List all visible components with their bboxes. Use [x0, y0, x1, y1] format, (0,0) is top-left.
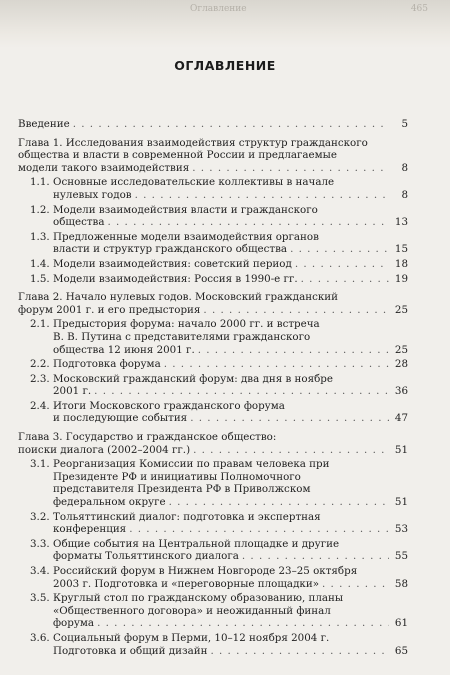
entry-title-line: модели такого взаимодействия	[18, 161, 190, 174]
toc-section-entry	[18, 231, 408, 256]
page-number: 28	[394, 358, 408, 371]
dot-leader	[193, 444, 389, 457]
entry-title-line: поиски диалога (2002–2004 гг.)	[18, 443, 191, 456]
entry-title-line: форум 2001 г. и его предыстория	[18, 303, 201, 316]
entry-title-line: конференция	[53, 523, 127, 536]
dot-leader	[290, 243, 389, 256]
entry-title-line: Президенте РФ и инициативы Полномочного	[53, 470, 301, 483]
section-number: 3.6.	[30, 631, 50, 644]
entry-title-line: Модели взаимодействия власти и гражданского	[53, 203, 318, 216]
entry-title-line: власти и структур гражданского общества	[53, 243, 288, 256]
dot-leader	[322, 578, 389, 591]
section-number: 3.1.	[30, 458, 50, 471]
entry-title-line: форума	[53, 617, 95, 630]
entry-title-line: 2001 г.	[53, 385, 92, 398]
entry-title-line: Предыстория форума: начало 2000 гг. и встреча	[53, 318, 320, 331]
toc-section-entry	[18, 318, 408, 356]
section-number: 2.4.	[30, 399, 50, 412]
entry-title-line: Подготовка форума	[53, 358, 161, 371]
previous-page-bleed	[0, 0, 450, 48]
entry-title-line: общества 12 июня 2001 г.	[53, 343, 195, 356]
toc-section-entry	[18, 358, 408, 371]
dot-leader	[94, 385, 389, 398]
section-number: 2.1.	[30, 318, 50, 331]
section-number: 3.2.	[30, 510, 50, 523]
toc-chapter-entry	[18, 137, 408, 175]
page-number: 65	[394, 644, 408, 657]
entry-title-line: Предложенные модели взаимодействия органов	[53, 230, 319, 243]
entry-title-line: «Общественного договора» и неожиданный финал	[53, 604, 331, 617]
page-number: 58	[394, 577, 408, 590]
entry-title-line: Глава 3. Государство и гражданское общество:	[18, 431, 277, 444]
section-number: 1.2.	[30, 203, 50, 216]
dot-leader	[198, 344, 389, 357]
toc-section-entry	[18, 592, 408, 630]
entry-title-line: Социальный форум в Перми, 10–12 ноября 2004 г.	[53, 631, 330, 644]
toc-section-entry	[18, 511, 408, 536]
toc-chapter-entry	[18, 291, 408, 316]
toc-title: ОГЛАВЛЕНИЕ	[174, 58, 276, 73]
entry-title-line: федеральном округе	[53, 496, 166, 509]
entry-title-line: Глава 1. Исследования взаимодействия структур гражданского	[18, 136, 368, 149]
page-number: 8	[401, 188, 408, 201]
toc-intro-entry	[18, 118, 408, 131]
entry-title-line: нулевых годов	[53, 188, 132, 201]
dot-leader	[129, 523, 389, 536]
page-number: 5	[401, 118, 408, 130]
entry-title-line: Модели взаимодействия: Россия в 1990-е гг.	[53, 272, 298, 285]
entry-title-line: общества и власти в современной России и предлагаемые	[18, 149, 337, 162]
dot-leader	[192, 162, 389, 175]
entry-title-line: и последующие события	[53, 412, 188, 425]
entry-title-line: Модели взаимодействия: советский период	[53, 257, 292, 270]
bleed-page-number: 465	[410, 4, 428, 14]
dot-leader	[210, 645, 389, 658]
toc-section-entry	[18, 565, 408, 590]
dot-leader	[73, 118, 389, 131]
page-number: 18	[394, 257, 408, 270]
toc-section-entry	[18, 176, 408, 201]
page-number: 51	[394, 443, 408, 456]
page-number: 47	[394, 412, 408, 425]
section-number: 3.4.	[30, 565, 50, 577]
toc-section-entry	[18, 632, 408, 657]
entry-title-line: 2003 г. Подготовка и «переговорные площадки»	[53, 577, 320, 590]
entry-title-line: представителя Президента РФ в Приволжском	[53, 483, 311, 496]
table-of-contents	[18, 118, 408, 657]
page-number: 25	[394, 303, 408, 316]
section-number: 1.1.	[30, 176, 50, 189]
page-number: 8	[401, 161, 408, 174]
entry-title-line: Подготовка и общий дизайн	[53, 644, 208, 657]
section-number: 3.5.	[30, 592, 50, 605]
entry-title-line: Российский форум в Нижнем Новгороде 23–25 октября	[53, 565, 358, 577]
toc-section-entry	[18, 400, 408, 425]
toc-section-entry	[18, 204, 408, 229]
section-number: 2.3.	[30, 372, 50, 385]
dot-leader	[301, 273, 389, 286]
toc-section-entry	[18, 373, 408, 398]
page-number: 61	[394, 617, 408, 630]
entry-title-line: В. В. Путина с представителями гражданского	[53, 330, 311, 343]
toc-section-entry	[18, 258, 408, 271]
entry-title-line: Глава 2. Начало нулевых годов. Московский гражданский	[18, 291, 338, 304]
toc-section-entry	[18, 273, 408, 286]
entry-title-line: общества	[53, 216, 105, 229]
section-number: 1.3.	[30, 230, 50, 243]
dot-leader	[190, 412, 389, 425]
page-number: 15	[394, 243, 408, 256]
dot-leader	[107, 216, 389, 229]
entry-title-line: Общие события на Центральной площадке и другие	[53, 537, 340, 550]
entry-title-line: Введение	[18, 118, 70, 130]
page-number: 13	[394, 216, 408, 229]
entry-title-line: Московский гражданский форум: два дня в ноябре	[53, 372, 333, 385]
section-number: 2.2.	[30, 358, 50, 371]
page-number: 19	[394, 272, 408, 285]
toc-chapter-entry	[18, 431, 408, 456]
toc-section-entry	[18, 458, 408, 508]
entry-title-line: форматы Тольяттинского диалога	[53, 550, 239, 563]
dot-leader	[164, 358, 389, 371]
dot-leader	[295, 258, 389, 271]
entry-title-line: Круглый стол по гражданскому образованию, планы	[53, 592, 344, 605]
section-number: 1.5.	[30, 272, 50, 285]
page-number: 25	[394, 343, 408, 356]
dot-leader	[169, 496, 389, 509]
dot-leader	[97, 617, 389, 630]
page-number: 36	[394, 385, 408, 398]
entry-title-line: Тольяттинский диалог: подготовка и экспертная	[53, 510, 321, 523]
toc-section-entry	[18, 538, 408, 563]
bleed-running-head: Оглавление	[190, 4, 247, 14]
page-number: 55	[394, 550, 408, 563]
section-number: 1.4.	[30, 257, 50, 270]
entry-title-line: Реорганизация Комиссии по правам человека при	[53, 458, 330, 471]
page-number: 51	[394, 496, 408, 509]
entry-title-line: Основные исследовательские коллективы в начале	[53, 176, 335, 189]
entry-title-line: Итоги Московского гражданского форума	[53, 399, 285, 412]
dot-leader	[242, 550, 389, 563]
dot-leader	[203, 304, 389, 317]
page-number: 53	[394, 523, 408, 536]
section-number: 3.3.	[30, 537, 50, 550]
dot-leader	[135, 189, 389, 202]
